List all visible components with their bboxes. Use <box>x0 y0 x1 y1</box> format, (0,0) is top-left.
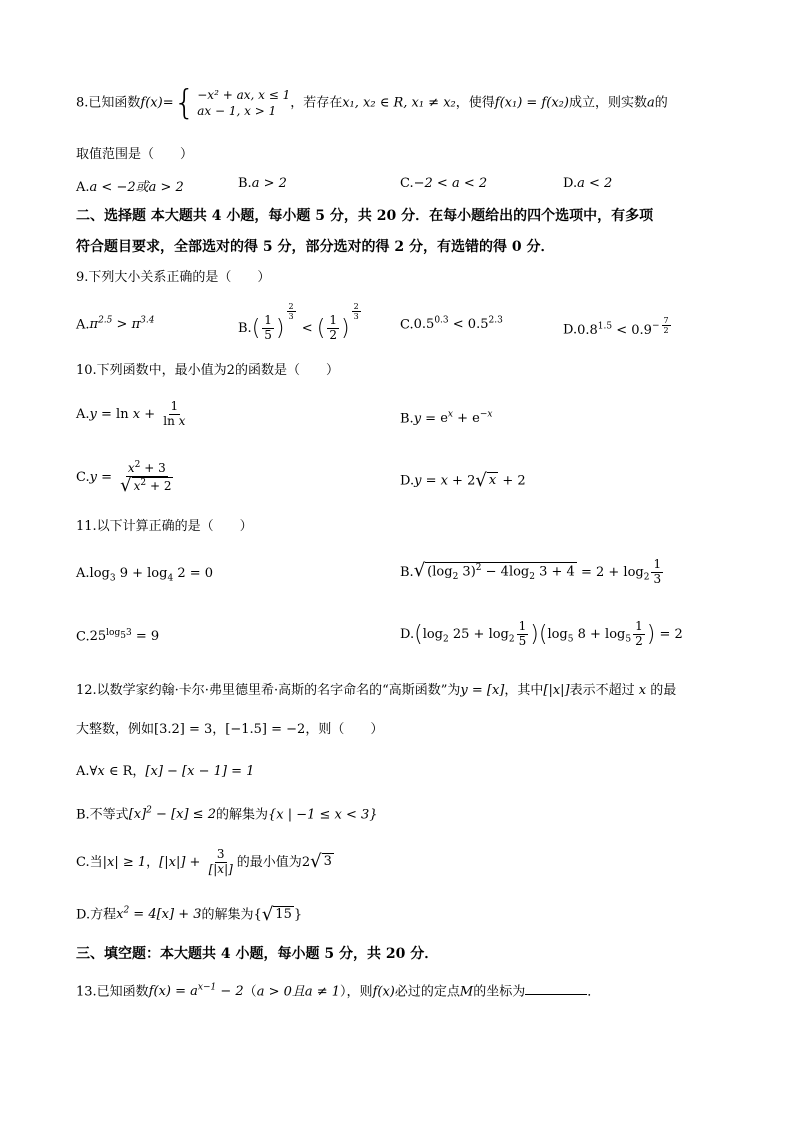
q12-option-a: A.∀x ∈ R，[x] − [x − 1] = 1 <box>76 764 255 779</box>
q10-option-b: $B.y = e^x + e^{-x}$ <box>400 410 493 427</box>
section2-heading-line2: 符合题目要求，全部选对的得 5 分，部分选对的得 2 分，有选错的得 0 分． <box>76 239 555 255</box>
section2-heading-line1: 二、选择题 本大题共 4 小题，每小题 5 分，共 20 分．在每小题给出的四个选项中，有多项 <box>76 208 654 224</box>
q8-option-b: B.a > 2 <box>238 176 287 191</box>
q8-line2: 取值范围是（ ） <box>76 147 194 162</box>
q8-case1: −x² + ax, x ≤ 1 <box>197 87 291 102</box>
q9-option-b: B.( $\frac{1}{5}$ ) $^{\frac{2}{3}}$ < ( $\frac{1}{2}$ ) $^{\frac{2}{3}}$ <box>238 302 359 343</box>
q8-var: a <box>646 95 655 111</box>
q10-option-a: A.y = ln x + $\frac{1}{\text{ln x}}$ <box>76 399 186 428</box>
q9-option-a: $A.\pi^{2.5} > \pi^{3.4}$ <box>76 316 155 333</box>
q8-option-c: C.−2 < a < 2 <box>400 176 488 191</box>
q8-suffix2: 的 <box>654 95 668 111</box>
q13-line: 13.已知函数$f(x) = a^{x-1} - 2(a > 0$且a ≠ 1），则f(x)必过的定点M的坐标为 ． <box>76 983 601 1000</box>
q12-option-d: D.方程$x^2 = 4[x] + 3$的解集为{ √ 15 } <box>76 903 303 925</box>
q8-middle: ，若存在 <box>290 95 343 111</box>
q8-middle2: ，使得 <box>455 95 495 111</box>
q9-option-c: $C.0.5^{0.3} < 0.5^{2.3}$ <box>400 316 503 333</box>
q8-option-d: D.a < 2 <box>563 176 613 191</box>
q10-option-c: C.y = $x^2 + 3$ √ $x^2 + 2$ <box>76 460 172 496</box>
q9-stem: 9.下列大小关系正确的是（ ） <box>76 270 271 285</box>
q9-option-d: $D.0.8^{1.5} < 0.9^{- \frac{7}{2}}$ <box>563 316 669 338</box>
q13-answer-blank[interactable] <box>525 982 587 995</box>
q8-line1: 8.已知函数f(x)= { −x² + ax, x ≤ 1 ax − 1, x > 1 ，若存在x₁, x₂ ∈ R, x₁ ≠ x₂，使得f(x₁) = f(x₂)成立，则实数a的 <box>76 83 668 123</box>
q8-prefix: 8.已知函数 <box>76 95 141 111</box>
q11-option-d: $D.(\log_2$ $25 + \log_2$ $\frac{1}{5}$ )($\log_5$ $8 + \log_5$ $\frac{1}{2}$ ) = 2 <box>400 619 683 648</box>
q8-equation: f(x₁) = f(x₂) <box>494 95 569 111</box>
q8-option-a: A.a < −2或a > 2 <box>76 180 184 195</box>
q11-option-a: $A.\log_3$ $9 + \log_4 2 = 0$ <box>76 566 214 584</box>
q11-option-c: $C.25^{log_53} = 9$ <box>76 628 160 645</box>
q12-option-c: C.当|x| ≥ 1，[|x|] + $\frac{3}{[|x|]}$ 的最小值为2 √ 3 <box>76 847 332 876</box>
q10-stem: 10.下列函数中，最小值为2的函数是（ ） <box>76 363 339 378</box>
section3-heading: 三、填空题：本大题共 4 小题，每小题 5 分，共 20 分． <box>76 946 439 962</box>
q8-condition: x₁, x₂ ∈ R, x₁ ≠ x₂ <box>342 95 456 111</box>
q12-option-b: B.不等式$[x]^2 - [x] \le 2$的解集为{x | −1 ≤ x < 3} <box>76 806 378 823</box>
q10-option-d: D.y = x + 2 √ x + 2 <box>400 470 526 491</box>
q12-line1: 12.以数学家约翰·卡尔·弗里德里希·高斯的名字命名的“高斯函数”为y = [x]，其中[|x|]表示不超过 x 的最 <box>76 683 677 698</box>
q11-stem: 11.以下计算正确的是（ ） <box>76 519 253 534</box>
q12-line2: 大整数，例如[3.2] = 3，[−1.5] = −2，则（ ） <box>76 722 384 737</box>
q11-option-b: B. √ ($\log_2$ $3)^2 - 4\log_2$ 3 + 4 = $2 + \log_2$ $\frac{1}{3}$ <box>400 557 662 586</box>
q8-piecewise: { −x² + ax, x ≤ 1 ax − 1, x > 1 <box>173 83 291 123</box>
q8-case2: ax − 1, x > 1 <box>197 104 277 118</box>
q8-suffix: 成立，则实数 <box>568 95 647 111</box>
q8-fx: f(x) <box>140 95 163 111</box>
